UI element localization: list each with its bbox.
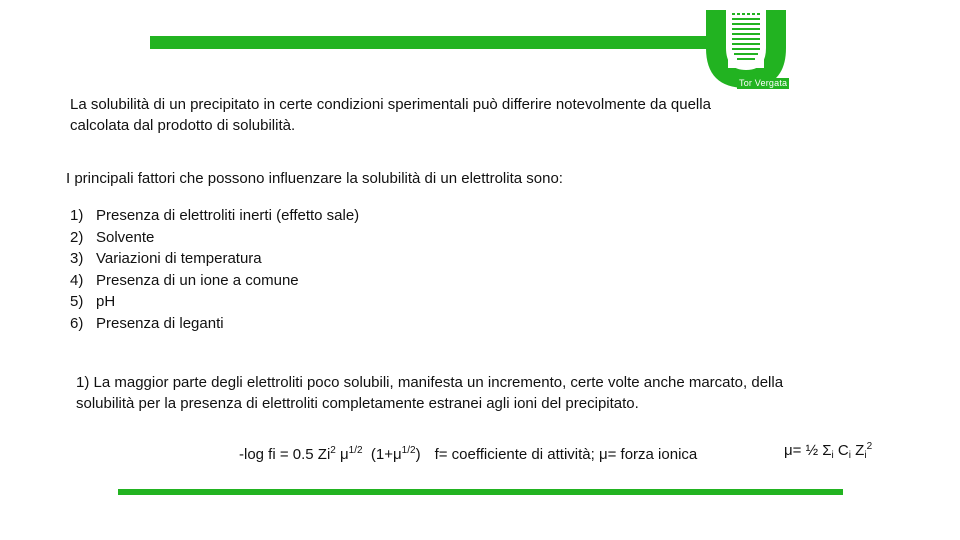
formula-part: ) [415, 446, 421, 463]
list-item-text: Presenza di elettroliti inerti (effetto sale) [96, 207, 360, 224]
formula-definition: f= coefficiente di attività; μ= forza ionica [434, 446, 698, 463]
intro-paragraph [70, 94, 810, 136]
formula-exponent: 2 [866, 441, 873, 452]
list-item-number: 6) [70, 314, 84, 332]
formula-part: C [833, 442, 849, 459]
list-item [70, 291, 359, 313]
list-item-number: 3) [70, 250, 84, 268]
ionic-strength-formula [784, 440, 872, 462]
intro-line-2: calcolata dal prodotto di solubilità. [70, 117, 296, 134]
list-item-number: 5) [70, 293, 84, 311]
list-item-number: 2) [70, 228, 84, 246]
formula-part: (1+μ [362, 446, 402, 463]
salt-effect-note [76, 372, 886, 414]
formula-part: Z [851, 442, 865, 459]
list-item [70, 313, 359, 335]
list-item-number: 4) [70, 271, 84, 289]
list-item [70, 248, 359, 270]
list-item [70, 227, 359, 249]
formula-part: μ= ½ Σ [784, 442, 832, 459]
formula-part: μ [335, 446, 349, 463]
note-line-1: 1) La maggior parte degli elettroliti poco solubili, manifesta un incremento, certe volte anche marcato, della [76, 374, 784, 391]
list-item-text: Variazioni di temperatura [96, 250, 262, 268]
note-line-2: solubilità per la presenza di elettroliti completamente estranei agli ioni del precipitato. [76, 395, 639, 412]
header-accent-bar [150, 36, 710, 49]
list-item [70, 270, 359, 292]
logo-caption: Tor Vergata [739, 78, 788, 88]
factors-lead-text: I principali fattori che possono influenzare la solubilità di un elettrolita sono: [66, 170, 563, 187]
list-item [70, 205, 359, 227]
formula-subscript: i [864, 450, 867, 461]
list-item-number: 1) [70, 207, 84, 224]
formula-exponent: 1/2 [348, 445, 363, 456]
list-item-text: Presenza di un ione a comune [96, 271, 299, 289]
formula-subscript: i [848, 450, 851, 461]
footer-accent-bar [118, 489, 843, 495]
list-item-text: pH [96, 293, 116, 311]
intro-line-1: La solubilità di un precipitato in certe condizioni sperimentali può differire notevolmente da quella [70, 96, 711, 113]
activity-coefficient-formula [239, 444, 697, 466]
factors-list [70, 205, 359, 335]
formula-exponent: 2 [330, 445, 336, 456]
formula-exponent: 1/2 [401, 445, 416, 456]
formula-part: -log fi = 0.5 Zi [239, 446, 331, 463]
formula-subscript: i [831, 450, 834, 461]
list-item-text: Presenza di leganti [96, 314, 224, 332]
list-item-text: Solvente [96, 228, 155, 246]
